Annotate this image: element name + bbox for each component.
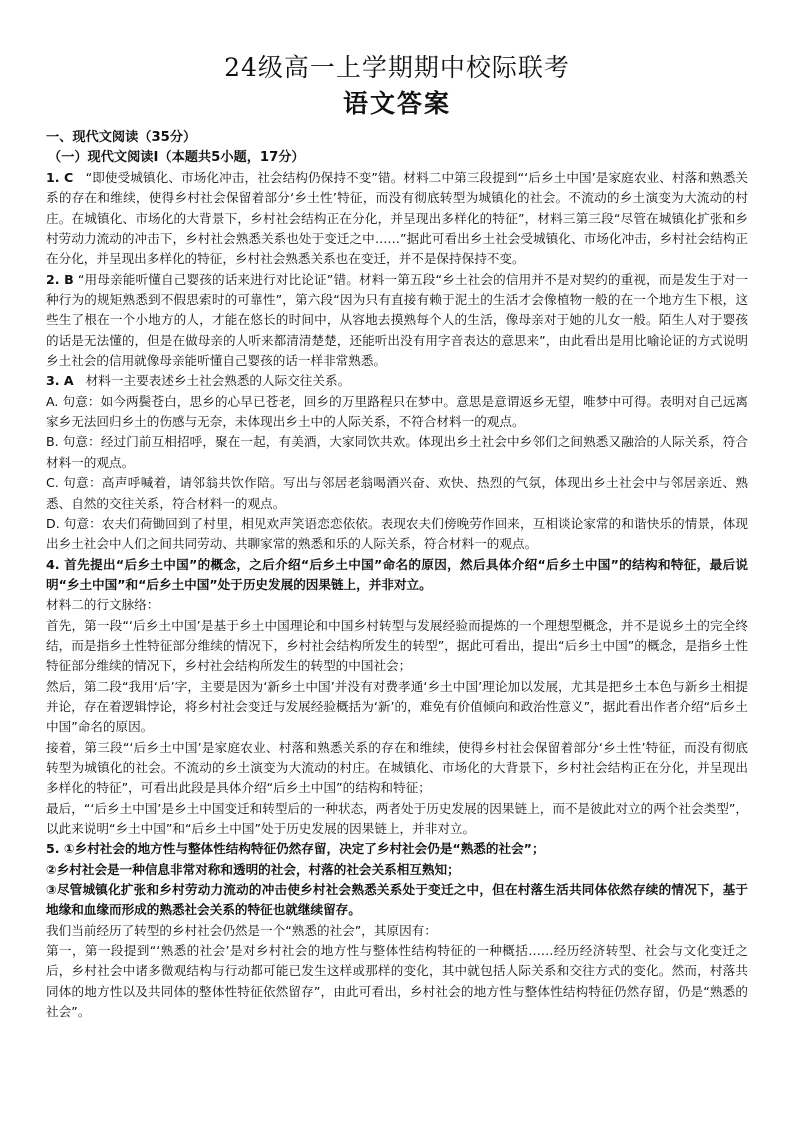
subsection-heading: （一）现代文阅读Ⅰ（本题共5小题，17分）: [48, 150, 305, 165]
question-5-point-3: ③尽管城镇化扩张和乡村劳动力流动的冲击使乡村社会熟悉关系处于变迁之中，但在村落生活共同体依然存续的情况下，基于地缘和血缘而形成的熟悉社会关系的特征也就继续留存。: [46, 882, 748, 918]
question-2-answer: [46, 270, 748, 372]
page-title: 24级高一上学期期中校际联考: [224, 53, 570, 82]
question-5-lead: 我们当前经历了转型的乡村社会仍然是一个“熟悉的社会”，其原因有：: [46, 922, 437, 938]
question-5-point-1-text: ①乡村社会的地方性与整体性结构特征仍然存留，决定了乡村社会仍是“熟悉的社会”；: [63, 841, 545, 857]
question-5-point-1: [46, 839, 748, 859]
question-3-option-b: B. 句意：经过门前互相招呼，聚在一起，有美酒，大家同饮共欢。体现出乡土社会中乡邻们之间熟悉又融洽的人际关系，符合材料一的观点。: [46, 434, 748, 470]
question-5-number: 5.: [46, 841, 60, 857]
section-heading: 一、现代文阅读（35分）: [46, 130, 197, 145]
question-3-option-c: C. 句意：高声呼喊着，请邻翁共饮作陪。写出与邻居老翁喝酒兴奋、欢快、热烈的气氛，体现出乡土社会中与邻居亲近、熟悉、自然的交往关系，符合材料一的观点。: [46, 475, 748, 511]
question-1-text: “即使受城镇化、市场化冲击，社会结构仍保持不变”错。材料二中第三段提到“‘后乡土中国’是家庭农业、村落和熟悉关系的存在和维续，使得乡村社会保留着部分‘乡土性’特征，而没有彻底转型为城镇化的社会。不流动的乡土演变为大流动的村庄。在城镇化、市场化的大背景下，乡村社会结构正在分化，并呈现出多样化的特征”，材料三第三段“尽管在城镇化扩张和乡村劳动力流动的冲击下，乡村社会熟悉关系也处于变迁之中……”据此可看出乡土社会受城镇化、市场化冲击，乡村社会结构正在分化，并呈现出多样化的特征，乡村社会熟悉关系也在变迁，并不是保持保持不变。: [46, 170, 748, 267]
question-1-number: 1. C: [46, 170, 74, 185]
question-4-lead: 材料二的行文脉络：: [46, 597, 160, 613]
question-3-intro: 材料一主要表述乡土社会熟悉的人际交往关系。: [85, 373, 351, 389]
question-1-answer: [46, 168, 748, 270]
question-3-option-a: A. 句意：如今两鬓苍白，思乡的心早已苍老，回乡的万里路程只在梦中。意思是意谓返乡无望，唯梦中可得。表明对自己远离家乡无法回归乡土的伤感与无奈，未体现出乡土中的人际关系，不符合材料一的观点。: [46, 393, 748, 430]
question-4-para-3: 接着，第三段“‘后乡土中国’是家庭农业、村落和熟悉关系的存在和维续，使得乡村社会保留着部分‘乡土性’特征，而没有彻底转型为城镇化的社会。不流动的乡土演变为大流动的村庄。在城镇化、市场化的大背景下，乡村社会结构正在分化，并呈现出多样化的特征”，可看出此段是具体介绍“后乡土中国”的结构和特征；: [46, 739, 748, 796]
question-4-para-2: 然后，第二段“我用‘后’字，主要是因为‘新乡土中国’并没有对费孝通‘乡土中国’理论加以发展，尤其是把乡土本色与新乡土相提并论，存在着逻辑悖论，将乡村社会变迁与发展经验概括为‘新’的，难免有价值倾向和政治性意义”，据此看出作者介绍“后乡土中国”命名的原因。: [46, 678, 748, 735]
question-2-text: “用母亲能听懂自己婴孩的话来进行对比论证”错。材料一第五段“乡土社会的信用并不是对契约的重视，而是发生于对一种行为的规矩熟悉到不假思索时的可靠性”，第六段“因为只有直接有赖于泥土的生活才会像植物一般的在一个地方生下根，这些生了根在一个小地方的人，才能在悠长的时间中，从容地去摸熟每个人的生活，像母亲对于她的儿女一般。陌生人对于婴孩的话是无法懂的，但是在做母亲的人听来都清清楚楚，还能听出没有用字音表达的意思来”，由此看出是用比喻论证的方式说明乡土社会的信用就像母亲能听懂自己婴孩的话一样非常熟悉。: [46, 271, 748, 369]
page-subtitle: 语文答案: [342, 89, 451, 118]
question-4-answer: [46, 555, 748, 596]
question-3-answer: [46, 371, 748, 391]
question-4-para-4: 最后，“‘后乡土中国’是乡土中国变迁和转型后的一种状态，两者处于历史发展的因果链上，而不是彼此对立的两个社会类型”，以此来说明“乡土中国”和“后乡土中国”处于历史发展的因果链上，并非对立。: [46, 800, 748, 836]
question-4-number: 4.: [46, 556, 60, 572]
question-4-key: 首先提出“后乡土中国”的概念，之后介绍“后乡土中国”命名的原因，然后具体介绍“后乡土中国”的结构和特征，最后说明“乡土中国”和“后乡土中国”处于历史发展的因果链上，并非对立。: [46, 556, 748, 592]
question-3-number: 3. A: [46, 373, 74, 389]
question-3-option-d: D. 句意：农夫们荷锄回到了村里，相见欢声笑语恋恋依依。表现农夫们傍晚劳作回来，互相谈论家常的和谐快乐的情景，体现出乡土社会中人们之间共同劳动、共聊家常的熟悉和乐的人际关系，符合材料一的观点。: [46, 515, 748, 552]
question-5-para: 第一，第一段提到“‘熟悉的社会’是对乡村社会的地方性与整体性结构特征的一种概括……经历经济转型、社会与文化变迁之后，乡村社会中诸多微观结构与行动都可能已发生这样或那样的变化，其中就包括人际关系和交往方式的变化。然而，村落共同体的地方性以及共同体的整体性特征依然留存”，由此可看出，乡村社会的地方性与整体性结构特征仍然存留，仍是“熟悉的社会”。: [46, 943, 748, 1020]
question-5-point-2: ②乡村社会是一种信息非常对称和透明的社会，村落的社会关系相互熟知；: [46, 861, 460, 877]
question-4-para-1: 首先，第一段“‘后乡土中国’是基于乡土中国理论和中国乡村转型与发展经验而提炼的一个理想型概念，并不是说乡土的完全终结，而是指乡土性特征部分维续的情况下，乡村社会结构所发生的转型”，据此可看出，提出“后乡土中国”的概念，是指乡土性特征部分维续的情况下，乡村社会结构所发生的转型的中国社会；: [46, 617, 748, 674]
question-2-number: 2. B: [46, 271, 74, 287]
